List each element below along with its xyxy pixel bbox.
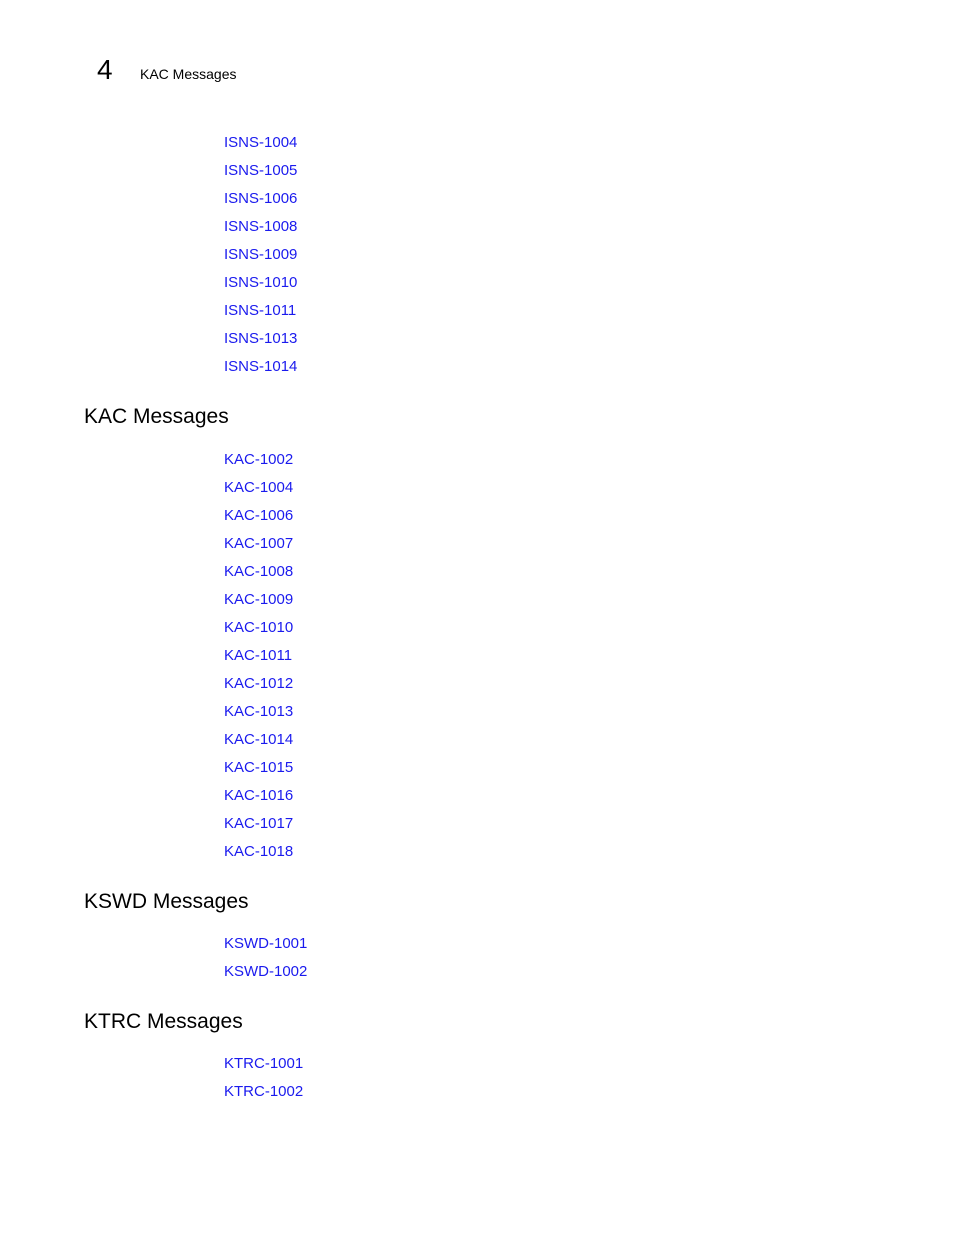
list-item bbox=[224, 479, 293, 507]
isns-link-list bbox=[224, 134, 297, 386]
list-item bbox=[224, 731, 293, 759]
list-item bbox=[224, 935, 307, 963]
list-item bbox=[224, 619, 293, 647]
kswd-1002-link[interactable]: KSWD-1002 bbox=[224, 963, 308, 980]
list-item bbox=[224, 190, 297, 218]
kac-1012-link[interactable]: KAC-1012 bbox=[224, 675, 294, 692]
list-item bbox=[224, 134, 297, 162]
list-item bbox=[224, 1083, 303, 1111]
list-item bbox=[224, 507, 293, 535]
kac-1002-link[interactable]: KAC-1002 bbox=[224, 451, 294, 468]
ktrc-messages-heading: KTRC Messages bbox=[84, 1010, 243, 1033]
list-item bbox=[224, 535, 293, 563]
ktrc-1001-link[interactable]: KTRC-1001 bbox=[224, 1055, 304, 1072]
list-item bbox=[224, 787, 293, 815]
isns-1010-link[interactable]: ISNS-1010 bbox=[224, 274, 298, 291]
kac-1013-link[interactable]: KAC-1013 bbox=[224, 703, 294, 720]
kac-messages-heading: KAC Messages bbox=[84, 405, 229, 428]
list-item bbox=[224, 703, 293, 731]
ktrc-1002-link[interactable]: KTRC-1002 bbox=[224, 1083, 304, 1100]
isns-1004-link[interactable]: ISNS-1004 bbox=[224, 134, 298, 151]
list-item bbox=[224, 302, 297, 330]
kac-1007-link[interactable]: KAC-1007 bbox=[224, 535, 294, 552]
list-item bbox=[224, 358, 297, 386]
isns-1014-link[interactable]: ISNS-1014 bbox=[224, 358, 298, 375]
kac-1009-link[interactable]: KAC-1009 bbox=[224, 591, 294, 608]
kac-link-list bbox=[224, 451, 293, 871]
list-item bbox=[224, 759, 293, 787]
chapter-number: 4 bbox=[97, 54, 113, 85]
kac-1010-link[interactable]: KAC-1010 bbox=[224, 619, 294, 636]
list-item bbox=[224, 1055, 303, 1083]
isns-1005-link[interactable]: ISNS-1005 bbox=[224, 162, 298, 179]
kswd-1001-link[interactable]: KSWD-1001 bbox=[224, 935, 308, 952]
isns-1013-link[interactable]: ISNS-1013 bbox=[224, 330, 298, 347]
list-item bbox=[224, 330, 297, 358]
isns-1006-link[interactable]: ISNS-1006 bbox=[224, 190, 298, 207]
list-item bbox=[224, 563, 293, 591]
list-item bbox=[224, 647, 293, 675]
kac-1008-link[interactable]: KAC-1008 bbox=[224, 563, 294, 580]
kac-1016-link[interactable]: KAC-1016 bbox=[224, 787, 294, 804]
list-item bbox=[224, 451, 293, 479]
isns-1009-link[interactable]: ISNS-1009 bbox=[224, 246, 298, 263]
kac-1004-link[interactable]: KAC-1004 bbox=[224, 479, 294, 496]
kac-1018-link[interactable]: KAC-1018 bbox=[224, 843, 294, 860]
list-item bbox=[224, 218, 297, 246]
list-item bbox=[224, 843, 293, 871]
kac-1014-link[interactable]: KAC-1014 bbox=[224, 731, 294, 748]
kac-1006-link[interactable]: KAC-1006 bbox=[224, 507, 294, 524]
list-item bbox=[224, 963, 307, 991]
list-item bbox=[224, 162, 297, 190]
list-item bbox=[224, 591, 293, 619]
kac-1017-link[interactable]: KAC-1017 bbox=[224, 815, 294, 832]
kswd-messages-heading: KSWD Messages bbox=[84, 890, 249, 913]
list-item bbox=[224, 815, 293, 843]
isns-1011-link[interactable]: ISNS-1011 bbox=[224, 302, 297, 319]
kswd-link-list bbox=[224, 935, 307, 991]
list-item bbox=[224, 274, 297, 302]
isns-1008-link[interactable]: ISNS-1008 bbox=[224, 218, 298, 235]
ktrc-link-list bbox=[224, 1055, 303, 1111]
kac-1015-link[interactable]: KAC-1015 bbox=[224, 759, 294, 776]
kac-1011-link[interactable]: KAC-1011 bbox=[224, 647, 293, 664]
list-item bbox=[224, 675, 293, 703]
running-header-title: KAC Messages bbox=[140, 66, 237, 82]
list-item bbox=[224, 246, 297, 274]
